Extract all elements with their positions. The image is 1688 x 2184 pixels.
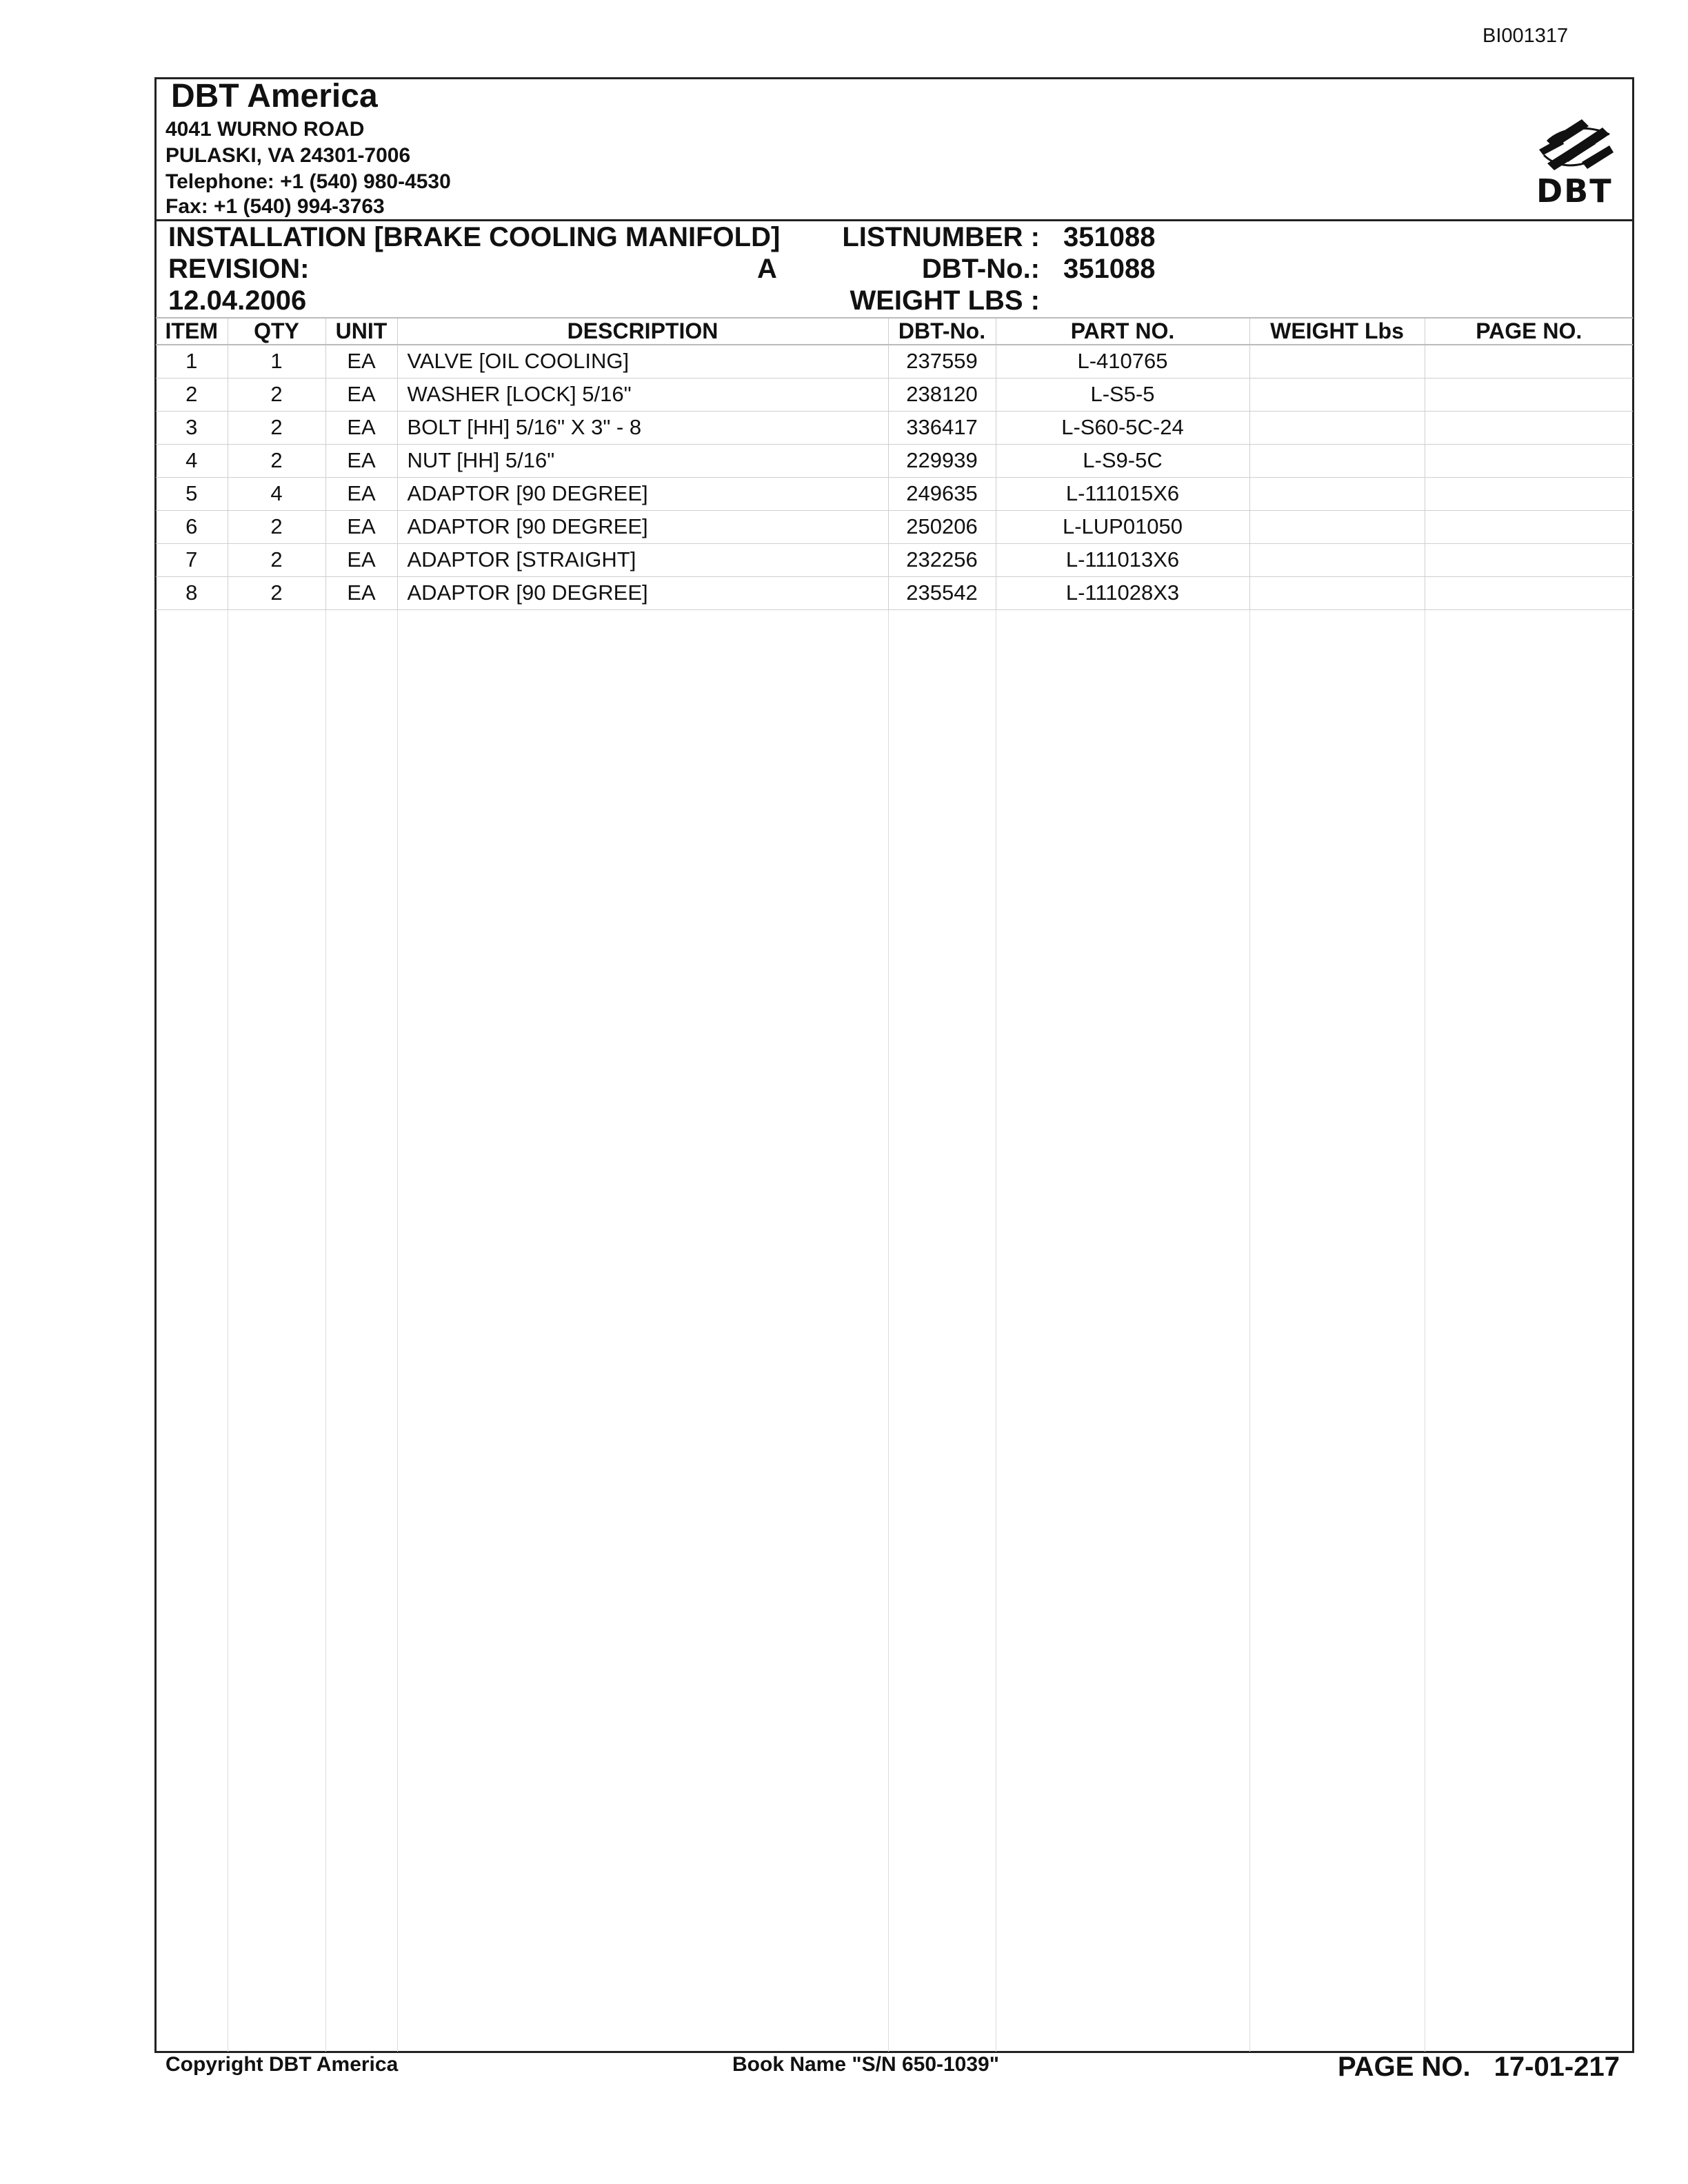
page-no-cell: [1425, 345, 1633, 378]
description-cell: ADAPTOR [90 DEGREE]: [397, 576, 888, 609]
table-row: [156, 510, 1633, 543]
unit-cell: EA: [325, 510, 397, 543]
page-number-value: 17-01-217: [1494, 2052, 1620, 2082]
page-no-cell: [1425, 411, 1633, 444]
item-cell: 3: [156, 411, 228, 444]
weight-cell: [1249, 543, 1425, 576]
table-row: [156, 576, 1633, 609]
logo-wordmark: DBT: [1536, 172, 1613, 210]
fax: Fax: +1 (540) 994-3763: [165, 195, 385, 218]
description-cell: NUT [HH] 5/16": [397, 444, 888, 477]
page-no-cell: [1425, 477, 1633, 510]
list-title: INSTALLATION [BRAKE COOLING MANIFOLD]: [168, 222, 781, 252]
weight-label: WEIGHT LBS :: [850, 285, 1040, 316]
table-row: [156, 543, 1633, 576]
address-city: PULASKI, VA 24301-7006: [165, 144, 411, 167]
dbt-no-label: DBT-No.:: [921, 254, 1040, 284]
unit-cell: EA: [325, 576, 397, 609]
document-id: BI001317: [1483, 25, 1569, 47]
unit-cell: EA: [325, 543, 397, 576]
column-header-weight: WEIGHT Lbs: [1249, 318, 1425, 345]
column-header-part-no: PART NO.: [996, 318, 1249, 345]
unit-cell: EA: [325, 345, 397, 378]
page-no-cell: [1425, 543, 1633, 576]
revision-value: A: [757, 254, 777, 284]
column-header-description: DESCRIPTION: [397, 318, 888, 345]
part-no-cell: L-S9-5C: [996, 444, 1249, 477]
table-row: [156, 378, 1633, 411]
weight-cell: [1249, 411, 1425, 444]
page-no-cell: [1425, 444, 1633, 477]
column-header-unit: UNIT: [325, 318, 397, 345]
qty-cell: 1: [228, 345, 325, 378]
qty-cell: 4: [228, 477, 325, 510]
qty-cell: 2: [228, 543, 325, 576]
page-no-cell: [1425, 576, 1633, 609]
weight-cell: [1249, 477, 1425, 510]
dbt-no-cell: 336417: [888, 411, 996, 444]
part-no-cell: L-111013X6: [996, 543, 1249, 576]
book-name: Book Name "S/N 650-1039": [732, 2053, 999, 2076]
header-divider: [154, 219, 1634, 221]
page-number: [1338, 2052, 1643, 2083]
weight-cell: [1249, 576, 1425, 609]
qty-cell: 2: [228, 411, 325, 444]
unit-cell: EA: [325, 411, 397, 444]
listnumber-value: 351088: [1063, 222, 1156, 252]
listnumber-label: LISTNUMBER :: [842, 222, 1040, 252]
column-header-item: ITEM: [156, 318, 228, 345]
part-no-cell: L-LUP01050: [996, 510, 1249, 543]
part-no-cell: L-111028X3: [996, 576, 1249, 609]
item-cell: 7: [156, 543, 228, 576]
table-row: [156, 444, 1633, 477]
dbt-no-cell: 238120: [888, 378, 996, 411]
table-row: [156, 477, 1633, 510]
part-no-cell: L-S5-5: [996, 378, 1249, 411]
telephone: Telephone: +1 (540) 980-4530: [165, 170, 451, 193]
dbt-no-value: 351088: [1063, 254, 1156, 284]
page-no-cell: [1425, 510, 1633, 543]
dbt-no-cell: 237559: [888, 345, 996, 378]
description-cell: ADAPTOR [STRAIGHT]: [397, 543, 888, 576]
description-cell: BOLT [HH] 5/16" X 3" - 8: [397, 411, 888, 444]
column-header-page-no: PAGE NO.: [1425, 318, 1633, 345]
item-cell: 5: [156, 477, 228, 510]
qty-cell: 2: [228, 510, 325, 543]
description-cell: ADAPTOR [90 DEGREE]: [397, 510, 888, 543]
list-date: 12.04.2006: [168, 285, 307, 316]
weight-cell: [1249, 378, 1425, 411]
copyright: Copyright DBT America: [165, 2053, 399, 2076]
description-cell: VALVE [OIL COOLING]: [397, 345, 888, 378]
table-row: [156, 345, 1633, 378]
parts-table: [156, 317, 1633, 610]
company-name: DBT America: [171, 78, 378, 114]
dbt-no-cell: 232256: [888, 543, 996, 576]
item-cell: 8: [156, 576, 228, 609]
unit-cell: EA: [325, 477, 397, 510]
item-cell: 4: [156, 444, 228, 477]
weight-cell: [1249, 444, 1425, 477]
column-header-dbt-no: DBT-No.: [888, 318, 996, 345]
description-cell: ADAPTOR [90 DEGREE]: [397, 477, 888, 510]
qty-cell: 2: [228, 378, 325, 411]
part-no-cell: L-S60-5C-24: [996, 411, 1249, 444]
table-header-row: [156, 318, 1633, 345]
weight-cell: [1249, 345, 1425, 378]
description-cell: WASHER [LOCK] 5/16": [397, 378, 888, 411]
column-header-qty: QTY: [228, 318, 325, 345]
page-no-cell: [1425, 378, 1633, 411]
qty-cell: 2: [228, 444, 325, 477]
item-cell: 2: [156, 378, 228, 411]
unit-cell: EA: [325, 444, 397, 477]
revision-label: REVISION:: [168, 254, 310, 284]
table-row: [156, 411, 1633, 444]
weight-cell: [1249, 510, 1425, 543]
unit-cell: EA: [325, 378, 397, 411]
dbt-no-cell: 235542: [888, 576, 996, 609]
dbt-no-cell: 249635: [888, 477, 996, 510]
page-number-label: PAGE NO.: [1338, 2052, 1471, 2082]
dbt-no-cell: 250206: [888, 510, 996, 543]
item-cell: 6: [156, 510, 228, 543]
part-no-cell: L-410765: [996, 345, 1249, 378]
part-no-cell: L-111015X6: [996, 477, 1249, 510]
item-cell: 1: [156, 345, 228, 378]
qty-cell: 2: [228, 576, 325, 609]
address-street: 4041 WURNO ROAD: [165, 118, 365, 141]
dbt-no-cell: 229939: [888, 444, 996, 477]
